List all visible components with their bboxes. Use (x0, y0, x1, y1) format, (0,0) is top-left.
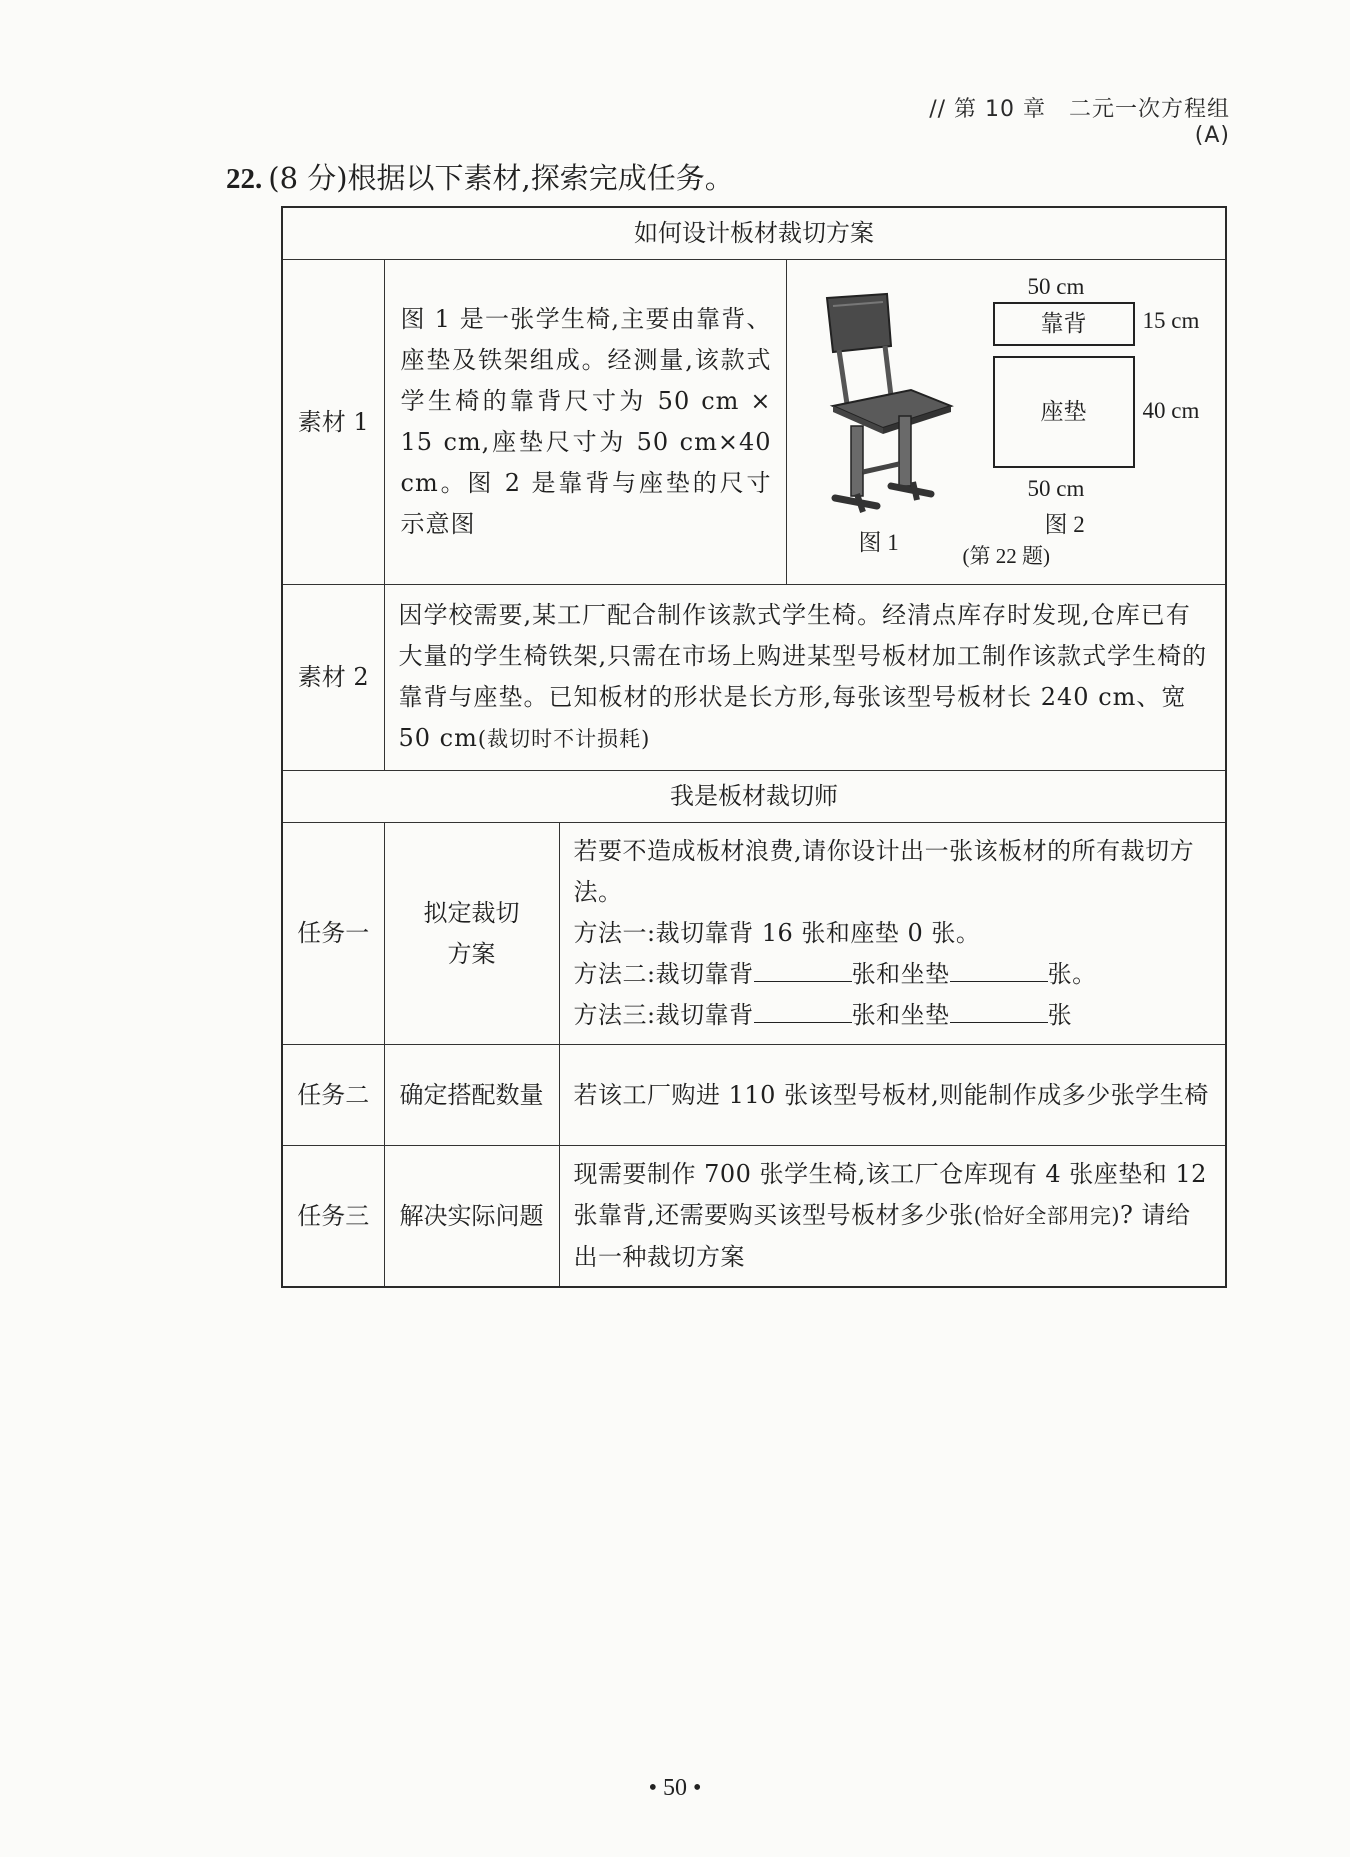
method3-suffix: 张 (1047, 1001, 1073, 1029)
task1-method2 (574, 954, 1216, 995)
task2-text: 若该工厂购进 110 张该型号板材,则能制作成多少张学生椅 (559, 1045, 1226, 1146)
table-title: 如何设计板材裁切方案 (282, 207, 1226, 260)
backrest-height: 15 cm (1142, 308, 1200, 333)
seat-box (993, 356, 1135, 468)
material2-label: 素材 2 (282, 585, 384, 771)
task2-label: 任务二 (282, 1045, 384, 1146)
backrest-top-width: 50 cm (1027, 274, 1085, 299)
method2-suffix: 张。 (1047, 960, 1097, 988)
material1-figure (786, 260, 1226, 585)
material2-note: (裁切时不计损耗) (477, 727, 651, 751)
method2-prefix: 方法二:裁切靠背 (573, 960, 754, 988)
task3-note: (恰好全部用完) (973, 1204, 1121, 1228)
material2-row (282, 585, 1226, 771)
seat-label: 座垫 (1040, 398, 1087, 425)
figure2-caption: 图 2 (1044, 512, 1085, 537)
question-text: (8 分)根据以下素材,探索完成任务。 (268, 161, 734, 195)
task3-content (559, 1146, 1226, 1288)
task2-name: 确定搭配数量 (384, 1045, 559, 1146)
task1-intro: 若要不造成板材浪费,请你设计出一张该板材的所有裁切方法。 (573, 837, 1195, 906)
task3-text: 现需要制作 700 张学生椅,该工厂仓库现有 4 张座垫和 12 张靠背,还需要购买该型号板材多少张 (573, 1160, 1207, 1229)
page-number: • 50 • (648, 1775, 702, 1801)
task3-text2: ? 请给出一种裁切方案 (573, 1201, 1191, 1271)
task3-row (282, 1146, 1226, 1288)
backrest-label: 靠背 (1040, 310, 1087, 337)
task1-content (559, 823, 1226, 1045)
task1-method3 (574, 995, 1216, 1036)
section-title-row (282, 771, 1226, 823)
task2-row (282, 1045, 1226, 1146)
question-number: 22. (226, 163, 263, 195)
question-heading (226, 156, 734, 197)
backrest-box (993, 302, 1135, 346)
task3-name: 解决实际问题 (384, 1146, 559, 1288)
method3-seat-blank[interactable] (950, 996, 1048, 1023)
table-title-row (282, 207, 1226, 260)
question-figure-caption: (第 22 题) (962, 544, 1050, 568)
method2-mid: 张和坐垫 (851, 960, 950, 988)
task1-method1: 方法一:裁切靠背 16 张和座垫 0 张。 (573, 919, 981, 947)
figure1-caption: 图 1 (858, 530, 899, 555)
task1-row (282, 823, 1226, 1045)
chair-illustration (799, 276, 969, 516)
section-title: 我是板材裁切师 (282, 771, 1226, 823)
chapter-header: // 第 10 章 二元一次方程组(A) (929, 97, 1230, 148)
method3-prefix: 方法三:裁切靠背 (573, 1001, 754, 1029)
material1-row (282, 260, 1226, 585)
material1-text: 图 1 是一张学生椅,主要由靠背、座垫及铁架组成。经测量,该款式学生椅的靠背尺寸为 50 cm × 15 cm,座垫尺寸为 50 cm×40 cm。图 2 是靠背与座垫的尺寸示意图 (384, 260, 786, 585)
task3-label: 任务三 (282, 1146, 384, 1288)
method2-seat-blank[interactable] (950, 955, 1048, 982)
material2-text: 因学校需要,某工厂配合制作该款式学生椅。经清点库存时发现,仓库已有大量的学生椅铁架,只需在市场上购进某型号板材加工制作该款式学生椅的靠背与座垫。已知板材的形状是长方形,每张该型号板材长 240 cm、宽 50 cm (398, 601, 1208, 752)
seat-height: 40 cm (1142, 398, 1200, 423)
method2-backrest-blank[interactable] (754, 955, 852, 982)
task1-label: 任务一 (282, 823, 384, 1045)
seat-bottom-width: 50 cm (1027, 476, 1085, 501)
material-task-table (281, 206, 1227, 1288)
material2-cell (384, 585, 1226, 771)
task1-name: 拟定裁切方案 (384, 823, 559, 1045)
material1-label: 素材 1 (282, 260, 384, 585)
method3-mid: 张和坐垫 (851, 1001, 950, 1029)
method3-backrest-blank[interactable] (754, 996, 852, 1023)
